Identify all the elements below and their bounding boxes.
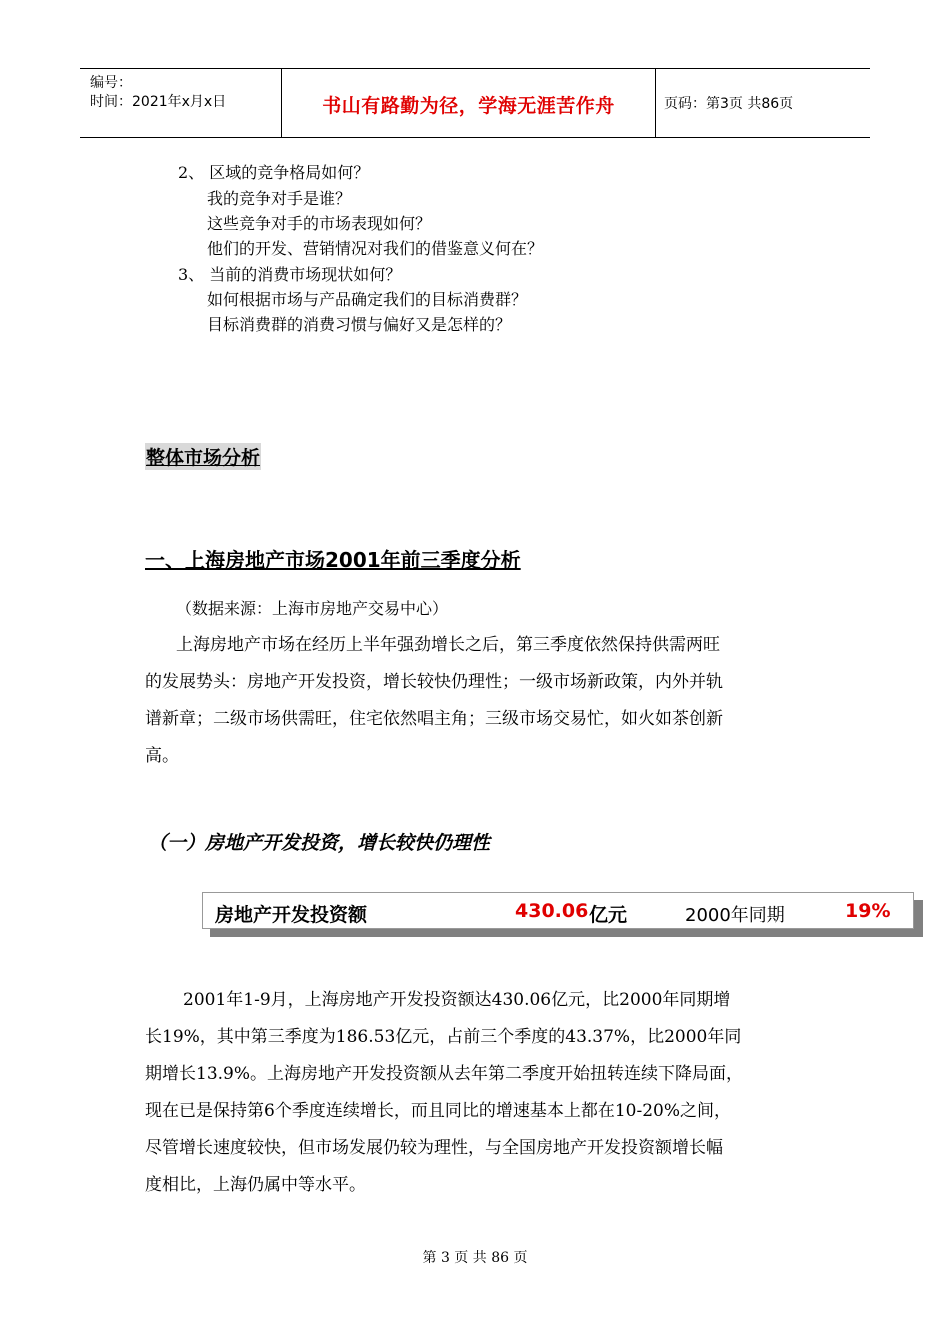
subsection-heading: （一）房地产开发投资，增长较快仍理性 bbox=[148, 832, 491, 854]
stat-unit: 亿元 bbox=[589, 904, 628, 926]
intro-line: 的发展势头：房地产开发投资，增长较快仍理性；一级市场新政策，内外并轨 bbox=[145, 672, 723, 692]
stat-value: 430.06 bbox=[515, 900, 589, 922]
question-item: 如何根据市场与产品确定我们的目标消费群？ bbox=[207, 290, 528, 309]
header-middle-cell bbox=[281, 69, 656, 137]
chapter-heading: 一、上海房地产市场2001年前三季度分析 bbox=[145, 548, 521, 572]
body-line: 长19%，其中第三季度为186.53亿元，占前三个季度的43.37%，比2000年同 bbox=[145, 1027, 742, 1047]
header-left-cell bbox=[80, 69, 281, 137]
body-line: 度相比，上海仍属中等水平。 bbox=[145, 1175, 366, 1195]
header-motto: 书山有路勤为径，学海无涯苦作舟 bbox=[322, 95, 615, 117]
question-item: 目标消费群的消费习惯与偏好又是怎样的？ bbox=[207, 315, 512, 334]
data-source-note: （数据来源：上海市房地产交易中心） bbox=[176, 599, 449, 618]
question-item: 这些竞争对手的市场表现如何？ bbox=[207, 214, 432, 233]
intro-paragraph bbox=[145, 627, 815, 775]
document-number: 编号： bbox=[90, 75, 132, 91]
stat-label: 房地产开发投资额 bbox=[215, 904, 368, 926]
body-line: 期增长13.9%。上海房地产开发投资额从去年第二季度开始扭转连续下降局面， bbox=[145, 1064, 744, 1084]
header-right-cell bbox=[655, 69, 870, 137]
question-item: 他们的开发、营销情况对我们的借鉴意义何在？ bbox=[207, 239, 544, 258]
body-line: 尽管增长速度较快，但市场发展仍较为理性，与全国房地产开发投资额增长幅 bbox=[145, 1138, 723, 1158]
header-page-info: 页码：第3页 共86页 bbox=[664, 96, 794, 112]
body-paragraph bbox=[145, 982, 815, 1204]
question-item: 3、 当前的消费市场现状如何？ bbox=[178, 265, 402, 284]
page-header bbox=[80, 68, 870, 138]
body-line: 现在已是保持第6个季度连续增长，而且同比的增速基本上都在10-20%之间， bbox=[145, 1101, 731, 1121]
section-title: 整体市场分析 bbox=[145, 443, 261, 470]
page-footer: 第 3 页 共 86 页 bbox=[422, 1250, 528, 1266]
stat-box bbox=[202, 892, 914, 929]
question-item: 我的竞争对手是谁？ bbox=[207, 189, 352, 208]
intro-line: 上海房地产市场在经历上半年强劲增长之后，第三季度依然保持供需两旺 bbox=[176, 635, 720, 655]
intro-line: 谱新章；二级市场供需旺，住宅依然唱主角；三级市场交易忙，如火如茶创新 bbox=[145, 709, 723, 729]
stat-growth-percent: 19% bbox=[845, 900, 891, 922]
intro-line: 高。 bbox=[145, 746, 179, 766]
body-line: 2001年1-9月，上海房地产开发投资额达430.06亿元，比2000年同期增 bbox=[183, 990, 731, 1010]
question-item: 2、 区域的竞争格局如何？ bbox=[178, 163, 370, 182]
stat-period: 2000年同期 bbox=[685, 905, 785, 926]
document-time: 时间：2021年x月x日 bbox=[90, 94, 227, 110]
